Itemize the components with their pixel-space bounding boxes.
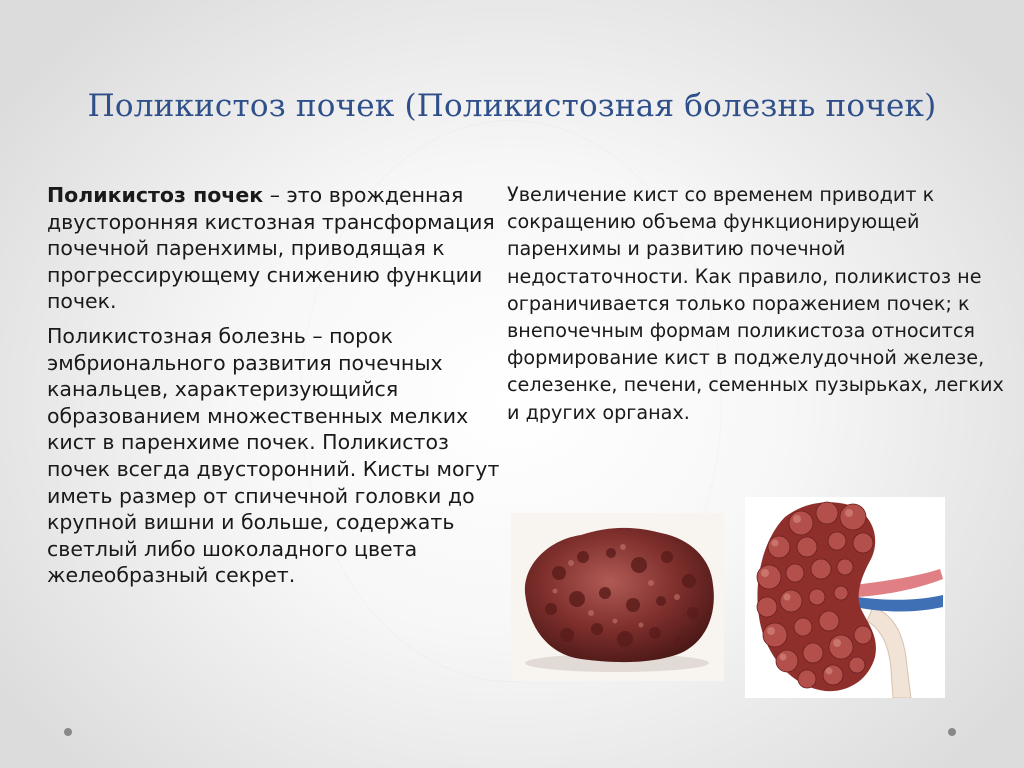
- slide-dot-left: [64, 728, 72, 736]
- kidney-specimen-photo: [511, 513, 724, 681]
- slide-title: Поликистоз почек (Поликистозная болезнь почек): [87, 88, 937, 124]
- slide-dot-right: [948, 728, 956, 736]
- term-bold: Поликистоз почек: [47, 183, 264, 207]
- kidney-cyst-diagram: [745, 497, 945, 698]
- complications-paragraph: Увеличение кист со временем приводит к сокращению объема функционирующей паренхимы и развитию почечной недостаточности. Как правило, поликистоз не ограничивается только поражением почек; к внепочечным формам поликистоза относится формирование кист в поджелудочной железе, селезенке, печени, семенных пузырьках, легких и других органах.: [507, 183, 1004, 424]
- description-paragraph: Поликистозная болезнь – порок эмбрионального развития почечных канальцев, характеризующийся образованием множественных мелких кист в паренхиме почек. Поликистоз почек всегда двусторонний. Кисты могут иметь размер от спичечной головки до крупной вишни и больше, содержать светлый либо шоколадного цвета желеобразный секрет.: [47, 323, 500, 588]
- definition-paragraph: [47, 182, 517, 315]
- right-text-column: [507, 181, 1007, 426]
- definition-text: – это врожденная двусторонняя кистозная трансформация почечной паренхимы, приводящая к прогрессирующему снижению функции почек.: [47, 183, 495, 314]
- left-text-column: [47, 182, 517, 597]
